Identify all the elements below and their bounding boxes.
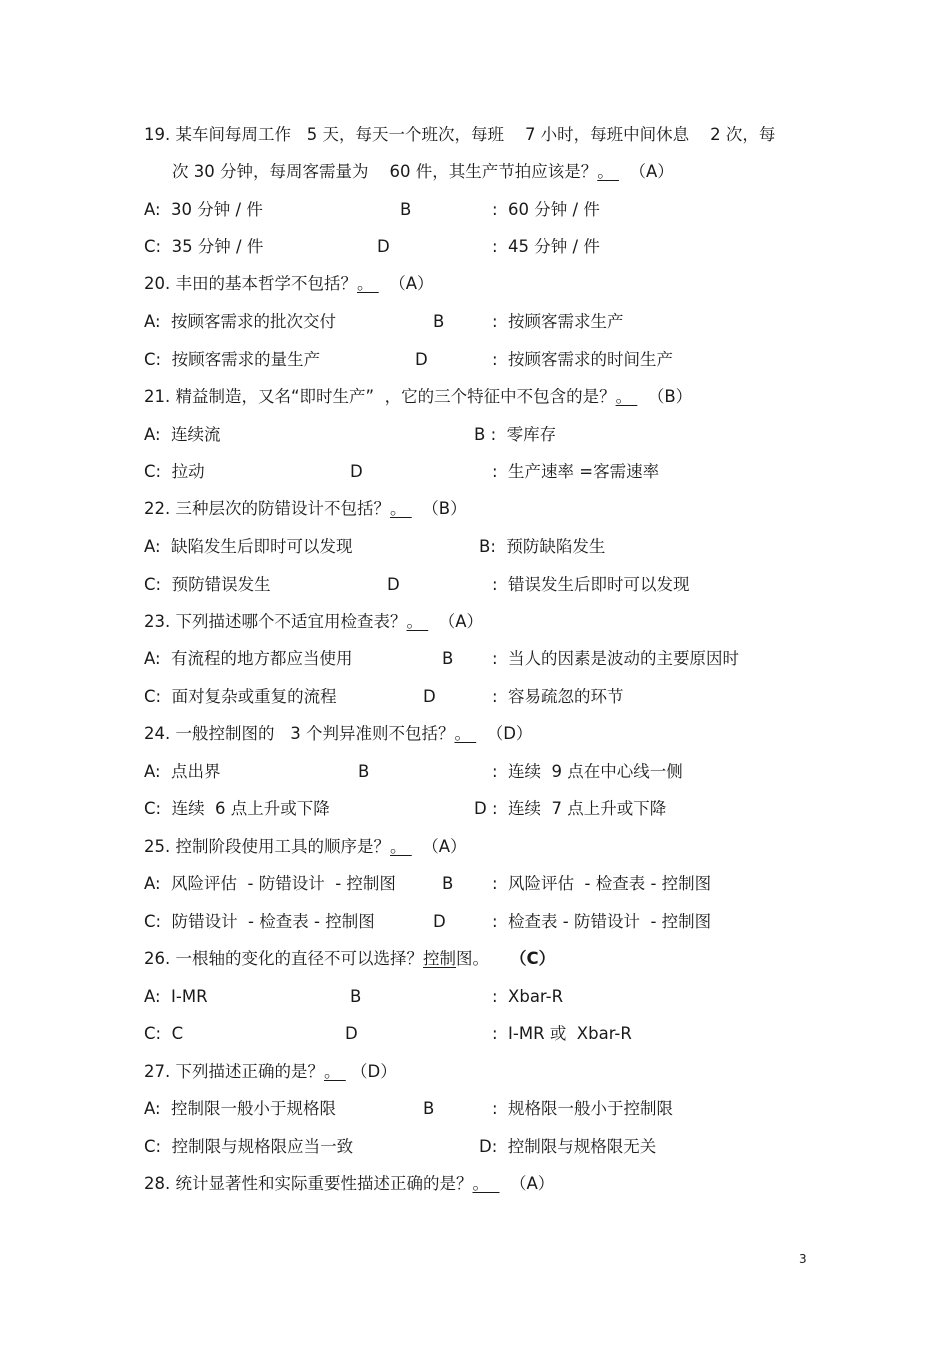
option-d: D: 控制限与规格限无关: [479, 1137, 657, 1156]
option-b: : 风险评估 - 检查表 - 控制图: [492, 874, 712, 893]
option-c: C: 按顾客需求的量生产: [144, 350, 321, 369]
answer-blank: 。: [390, 499, 412, 518]
answer-key: （A）: [510, 1174, 555, 1193]
option-b: : 连续 9 点在中心线一侧: [492, 762, 683, 781]
question-19-stem-cont: 次 30 分钟，每周客需量为 60 件，其生产节拍应该是？。 （A）: [172, 162, 674, 181]
answer-blank: 。: [597, 162, 619, 181]
question-21-stem: 21. 精益制造，又名“即时生产” ，它的三个特征中不包含的是？。 （B）: [144, 387, 693, 406]
question-23-stem: 23. 下列描述哪个不适宜用检查表？。 （A）: [144, 612, 484, 631]
question-22-stem: 22. 三种层次的防错设计不包括？。 （B）: [144, 499, 467, 518]
option-c: C: 拉动: [144, 462, 205, 481]
option-d-letter: D: [345, 1024, 358, 1043]
option-b-letter: B: [350, 987, 362, 1006]
option-d: : 检查表 - 防错设计 - 控制图: [492, 912, 712, 931]
option-a: A: 按顾客需求的批次交付: [144, 312, 337, 331]
answer-key: （A）: [389, 274, 434, 293]
option-b-letter: B: [400, 200, 412, 219]
option-c: C: 35 分钟 / 件: [144, 237, 264, 256]
option-c: C: 预防错误发生: [144, 575, 271, 594]
answer-key: （D）: [351, 1062, 397, 1081]
option-a: A: 控制限一般小于规格限: [144, 1099, 337, 1118]
answer-blank: 。: [472, 1174, 500, 1193]
option-d-letter: D: [415, 350, 428, 369]
option-b-letter: B: [423, 1099, 435, 1118]
page-number: 3: [799, 1252, 807, 1266]
option-c: C: 控制限与规格限应当一致: [144, 1137, 354, 1156]
option-d-letter: D: [377, 237, 390, 256]
question-28-stem: 28. 统计显著性和实际重要性描述正确的是？。 （A）: [144, 1174, 555, 1193]
question-27-stem: 27. 下列描述正确的是？。 （D）: [144, 1062, 397, 1081]
option-d-letter: D: [387, 575, 400, 594]
answer-blank: 。: [324, 1062, 346, 1081]
option-a: A: I-MR: [144, 987, 208, 1006]
option-c: C: C: [144, 1024, 184, 1043]
answer-key: （A）: [629, 162, 674, 181]
option-a: A: 缺陷发生后即时可以发现: [144, 537, 353, 556]
answer-key: （B）: [647, 387, 693, 406]
answer-key: （A）: [422, 837, 467, 856]
option-d-letter: D: [433, 912, 446, 931]
option-d-letter: D: [350, 462, 363, 481]
option-d: : 45 分钟 / 件: [492, 237, 600, 256]
answer-blank: 。: [406, 612, 429, 631]
option-b: : 当人的因素是波动的主要原因时: [492, 649, 740, 668]
option-b-letter: B: [433, 312, 445, 331]
option-d: D : 连续 7 点上升或下降: [474, 799, 667, 818]
option-d: : 生产速率 =客需速率: [492, 462, 660, 481]
option-b-letter: B: [442, 649, 454, 668]
option-a: A: 30 分钟 / 件: [144, 200, 263, 219]
option-a: A: 连续流: [144, 425, 221, 444]
option-d: : I-MR 或 Xbar-R: [492, 1024, 632, 1043]
option-b: : Xbar-R: [492, 987, 564, 1006]
option-d: : 容易疏忽的环节: [492, 687, 624, 706]
option-b-letter: B: [442, 874, 454, 893]
option-d-letter: D: [423, 687, 436, 706]
answer-blank: 。: [390, 837, 412, 856]
question-24-stem: 24. 一般控制图的 3 个判异准则不包括？。 （D）: [144, 724, 533, 743]
answer-key: （B）: [422, 499, 467, 518]
option-a: A: 有流程的地方都应当使用: [144, 649, 353, 668]
answer-blank: 。: [454, 724, 477, 743]
option-b: : 按顾客需求生产: [492, 312, 624, 331]
question-25-stem: 25. 控制阶段使用工具的顺序是？。 （A）: [144, 837, 467, 856]
answer-blank: 。: [615, 387, 638, 406]
option-c: C: 面对复杂或重复的流程: [144, 687, 337, 706]
question-20-stem: 20. 丰田的基本哲学不包括？。 （A）: [144, 274, 434, 293]
answer-key: （A）: [438, 612, 484, 631]
option-b: : 60 分钟 / 件: [492, 200, 600, 219]
option-c: C: 防错设计 - 检查表 - 控制图: [144, 912, 375, 931]
option-a: A: 风险评估 - 防错设计 - 控制图: [144, 874, 396, 893]
option-b: : 规格限一般小于控制限: [492, 1099, 674, 1118]
option-b: B : 零库存: [474, 425, 557, 444]
answer-key: （C）: [509, 949, 556, 968]
answer-blank: 。: [357, 274, 379, 293]
option-d: : 按顾客需求的时间生产: [492, 350, 674, 369]
question-19-stem: 19. 某车间每周工作 5 天，每天一个班次，每班 7 小时，每班中间休息 2 次，每: [144, 125, 776, 144]
option-c: C: 连续 6 点上升或下降: [144, 799, 330, 818]
option-b-letter: B: [358, 762, 370, 781]
answer-blank: 控制: [423, 949, 456, 968]
option-b: B: 预防缺陷发生: [479, 537, 606, 556]
question-26-stem: 26. 一根轴的变化的直径不可以选择？控制图。 （C）: [144, 949, 556, 968]
option-d: : 错误发生后即时可以发现: [492, 575, 690, 594]
option-a: A: 点出界: [144, 762, 221, 781]
answer-key: （D）: [486, 724, 533, 743]
